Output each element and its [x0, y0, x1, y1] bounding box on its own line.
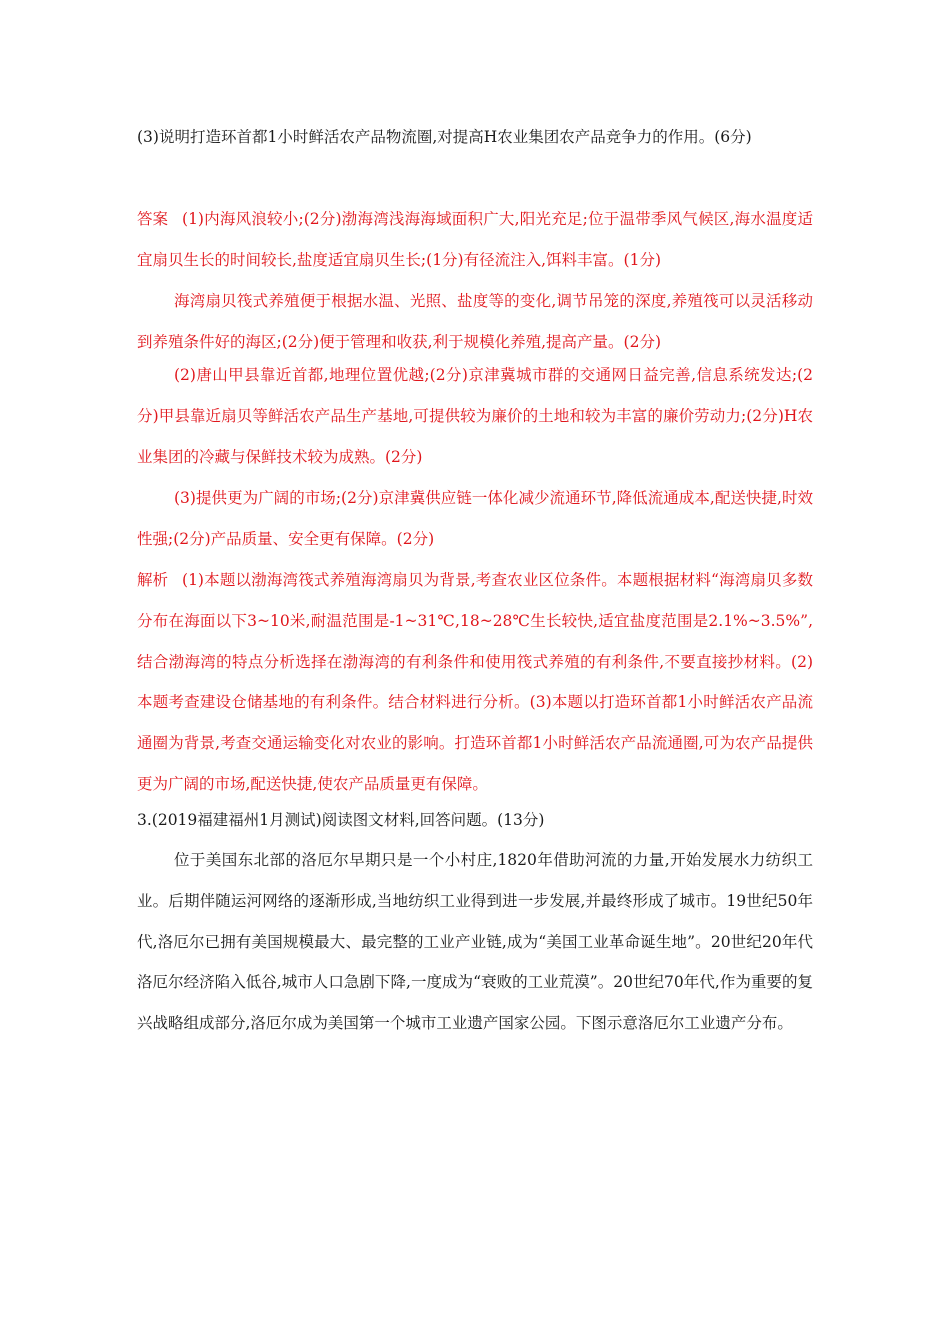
answer-part-3: (3)提供更为广阔的市场;(2分)京津冀供应链一体化减少流通环节,降低流通成本,配送快捷,时效性强;(2分)产品质量、安全更有保障。(2分): [137, 489, 813, 548]
analysis-block: [137, 560, 813, 805]
question-3-prompt: (3)说明打造环首都1小时鲜活农产品物流圈,对提高H农业集团农产品竞争力的作用。(6分): [137, 128, 752, 146]
question-3-header: 3.(2019福建福州1月测试)阅读图文材料,回答问题。(13分): [137, 811, 545, 829]
analysis-label: 解析: [137, 571, 169, 589]
answer-part-1: (1)内海风浪较小;(2分)渤海湾浅海海域面积广大,阳光充足;位于温带季风气候区,海水温度适宜扇贝生长的时间较长,盐度适宜扇贝生长;(1分)有径流注入,饵料丰富。(1分): [137, 210, 813, 269]
lowell-material: 位于美国东北部的洛厄尔早期只是一个小村庄,1820年借助河流的力量,开始发展水力纺织工业。后期伴随运河网络的逐渐形成,当地纺织工业得到进一步发展,并最终形成了城市。19世纪50年代,洛厄尔已拥有美国规模最大、最完整的工业产业链,成为“美国工业革命诞生地”。20世纪20年代洛厄尔经济陷入低谷,城市人口急剧下降,一度成为“衰败的工业荒漠”。20世纪70年代,作为重要的复兴战略组成部分,洛厄尔成为美国第一个城市工业遗产国家公园。下图示意洛厄尔工业遗产分布。: [137, 851, 813, 1033]
answer-label: 答案: [137, 210, 169, 228]
answer-part-2: (2)唐山甲县靠近首都,地理位置优越;(2分)京津冀城市群的交通网日益完善,信息系统发达;(2分)甲县靠近扇贝等鲜活农产品生产基地,可提供较为廉价的土地和较为丰富的廉价劳动力;(2分)H农业集团的冷藏与保鲜技术较为成熟。(2分): [137, 366, 813, 466]
answer-block-1: [137, 199, 813, 281]
analysis-text: (1)本题以渤海湾筏式养殖海湾扇贝为背景,考查农业区位条件。本题根据材料“海湾扇贝多数分布在海面以下3~10米,耐温范围是-1~31℃,18~28℃生长较快,适宜盐度范围是2.1%~3.5%”,结合渤海湾的特点分析选择在渤海湾的有利条件和使用筏式养殖的有利条件,不要直接抄材料。(2)本题考查建设仓储基地的有利条件。结合材料进行分析。(3)本题以打造环首都1小时鲜活农产品流通圈为背景,考查交通运输变化对农业的影响。打造环首都1小时鲜活农产品流通圈,可为农产品提供更为广阔的市场,配送快捷,使农产品质量更有保障。: [137, 571, 813, 793]
answer-part-1-raft: 海湾扇贝筏式养殖便于根据水温、光照、盐度等的变化,调节吊笼的深度,养殖筏可以灵活移动到养殖条件好的海区;(2分)便于管理和收获,利于规模化养殖,提高产量。(2分): [137, 292, 813, 351]
